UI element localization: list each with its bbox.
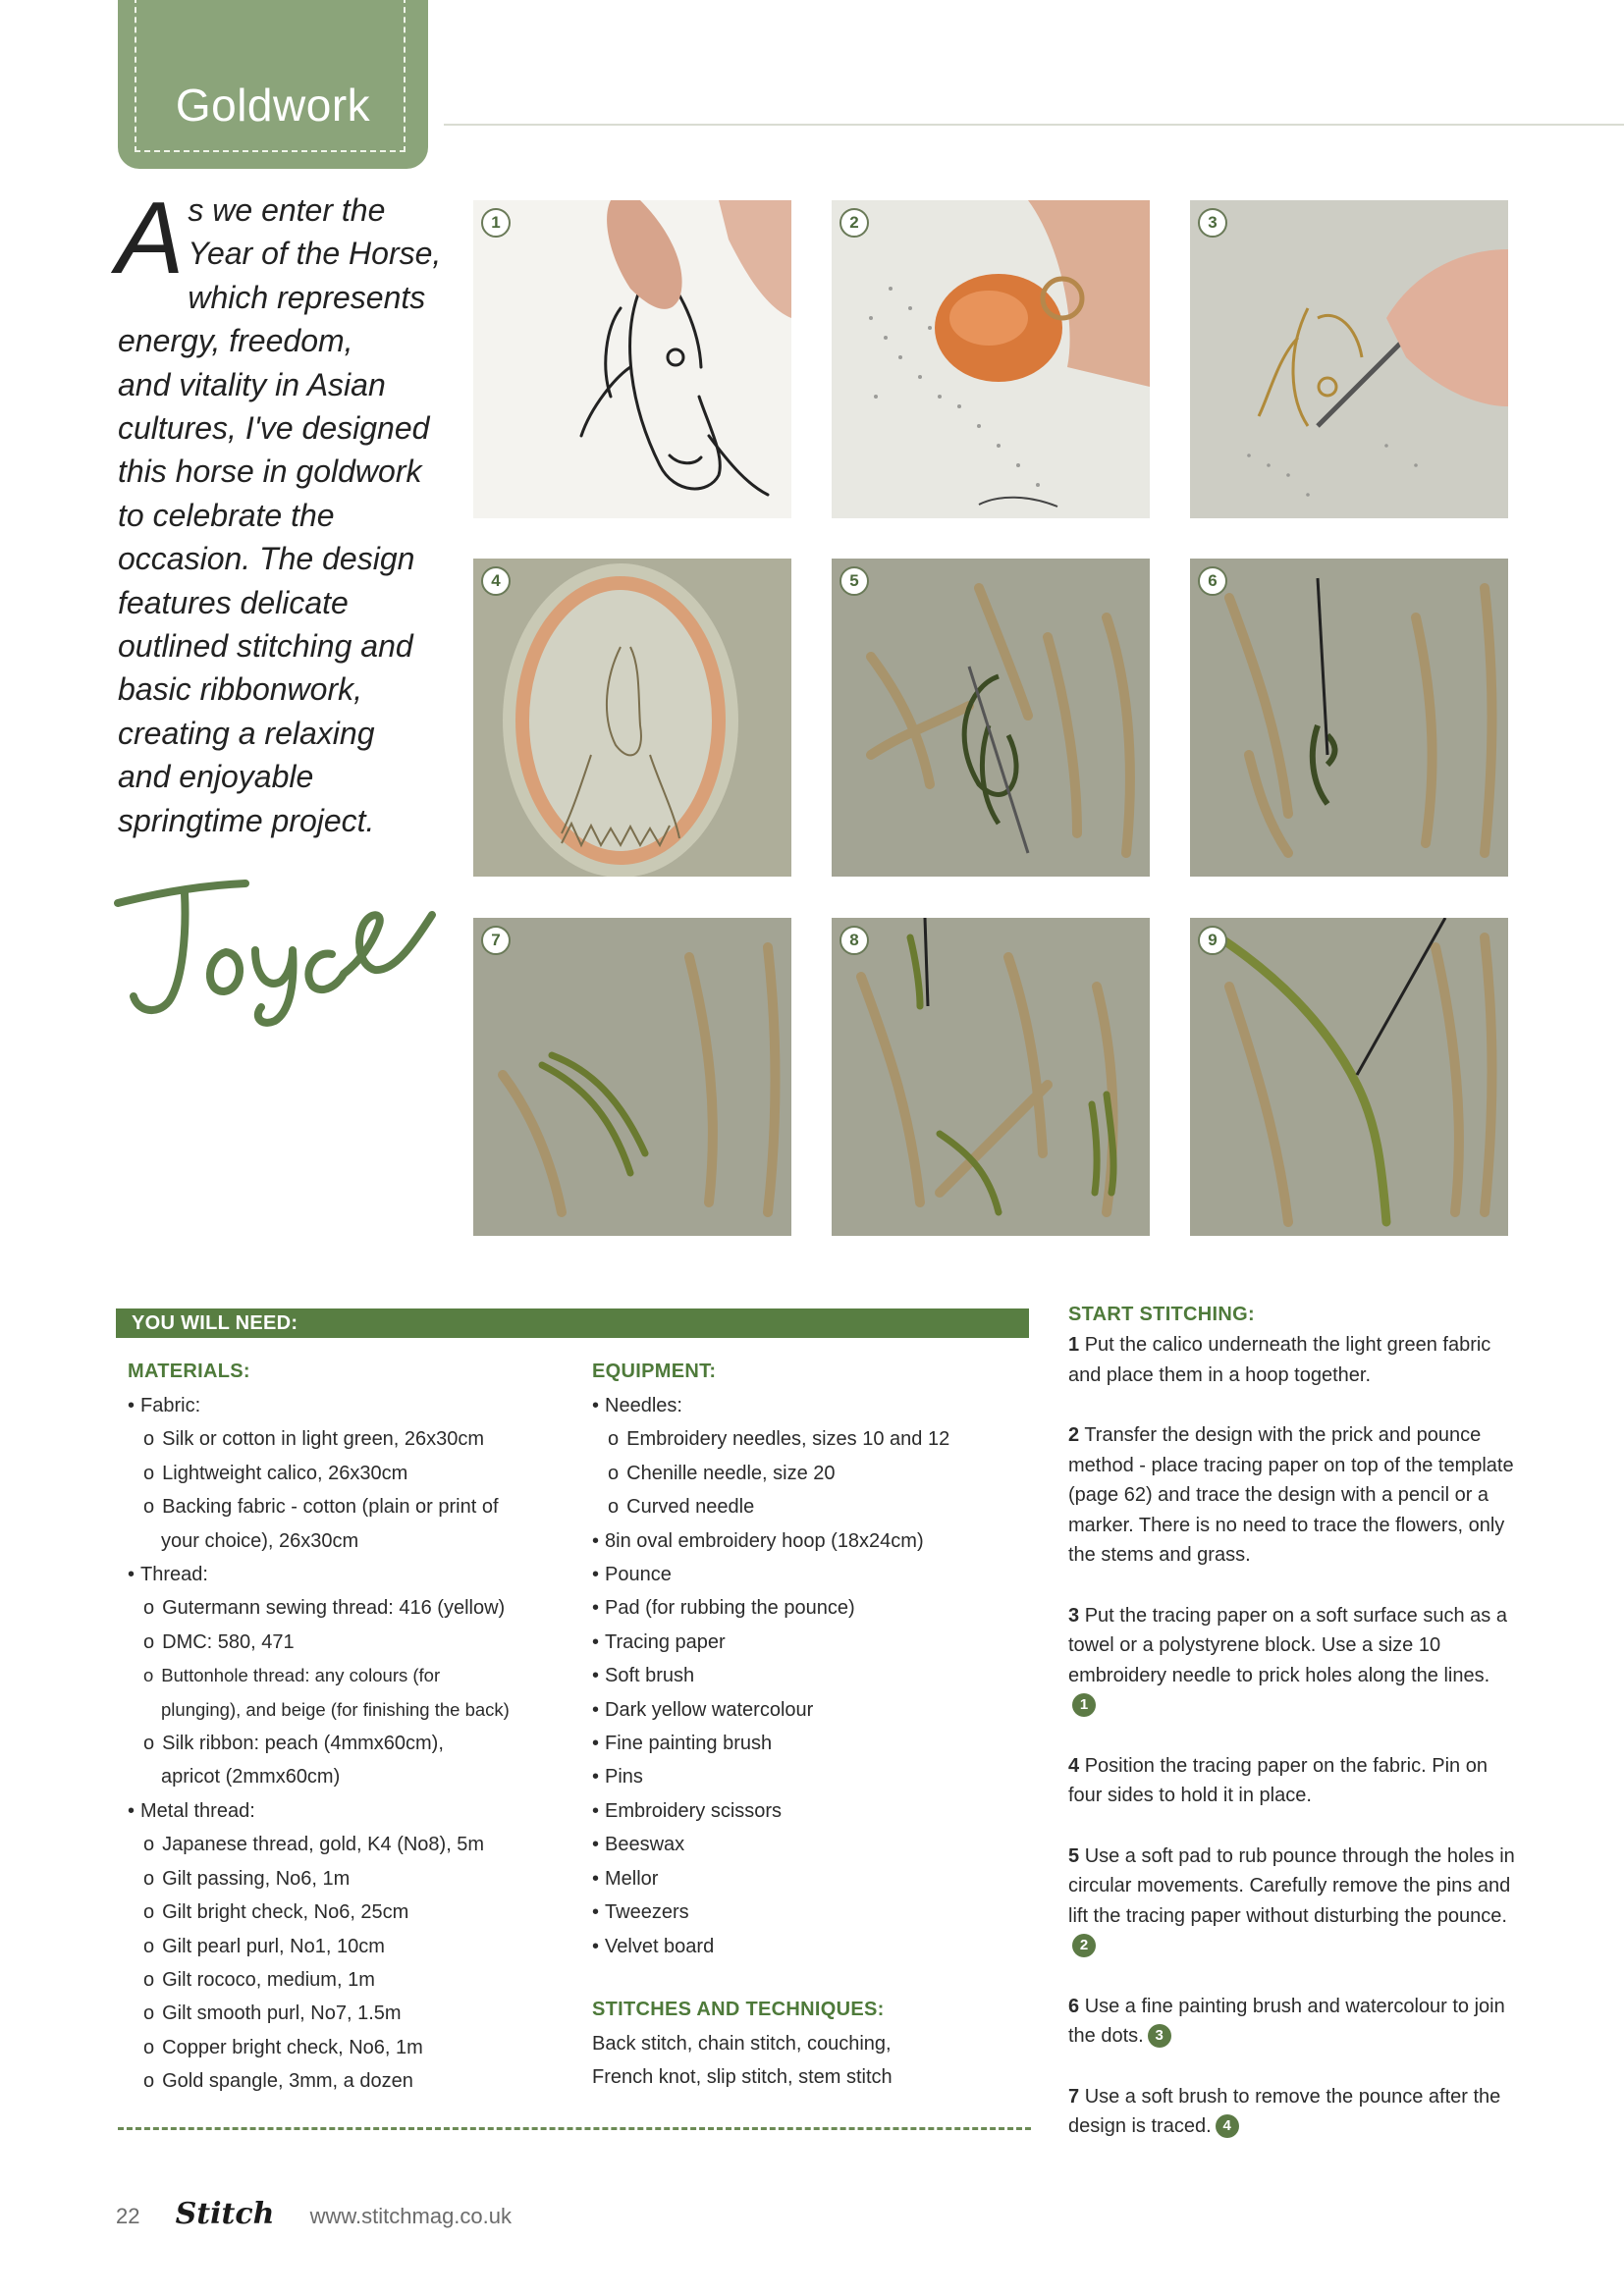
list-item: o Copper bright check, No6, 1m — [128, 2031, 569, 2064]
photo-number: 6 — [1198, 566, 1227, 596]
list-item: • Tracing paper — [592, 1626, 1024, 1659]
list-item: • Fabric: — [128, 1389, 569, 1422]
materials-heading: MATERIALS: — [128, 1361, 250, 1382]
list-item: o Embroidery needles, sizes 10 and 12 — [592, 1422, 1024, 1456]
photo-number: 3 — [1198, 208, 1227, 238]
list-item: apricot (2mmx60cm) — [161, 1766, 341, 1789]
step-photo-1 — [473, 200, 791, 518]
list-item: o Buttonhole thread: any colours (for — [128, 1659, 569, 1692]
step-number: 1 — [1068, 1334, 1080, 1356]
list-item: plunging), and beige (for finishing the back) — [161, 1698, 510, 1720]
intro-line: to celebrate the — [118, 497, 335, 533]
intro-line: s we enter the — [188, 192, 386, 228]
list-item: • Soft brush — [592, 1659, 1024, 1692]
step-photo-7 — [473, 918, 791, 1236]
list-item: • Tweezers — [592, 1896, 1024, 1929]
list-item: o Gold spangle, 3mm, a dozen — [128, 2064, 569, 2098]
step-photo-4 — [473, 559, 791, 877]
signature-image — [108, 864, 452, 1031]
photo-number: 2 — [839, 208, 869, 238]
intro-line: creating a relaxing — [118, 715, 375, 751]
equipment-heading: EQUIPMENT: — [592, 1361, 717, 1382]
intro-line: and vitality in Asian — [118, 366, 386, 402]
step-photo-6 — [1190, 559, 1508, 877]
list-item: • Metal thread: — [128, 1794, 569, 1828]
list-item: • Pounce — [592, 1558, 1024, 1591]
list-item: o DMC: 580, 471 — [128, 1626, 569, 1659]
header-rule — [444, 124, 1624, 126]
stitches-section — [592, 1999, 1024, 2094]
list-item: o Japanese thread, gold, K4 (No8), 5m — [128, 1828, 569, 1861]
step-1 — [1068, 1330, 1515, 1390]
intro-line: Year of the Horse, — [188, 236, 442, 272]
list-item: o Gilt smooth purl, No7, 1.5m — [128, 1997, 569, 2030]
step-text: Put the calico underneath the light green fabric and place them in a hoop together. — [1068, 1334, 1491, 1386]
list-item: o Gilt passing, No6, 1m — [128, 1862, 569, 1896]
photo-number: 4 — [481, 566, 511, 596]
stitches-line-1: Back stitch, chain stitch, couching, — [592, 2033, 892, 2055]
list-item: • Needles: — [592, 1389, 1024, 1422]
photo-number: 9 — [1198, 926, 1227, 955]
materials-section — [128, 1361, 569, 2099]
equipment-list — [592, 1389, 1024, 1963]
intro-paragraph — [116, 182, 442, 842]
list-item: o Gutermann sewing thread: 416 (yellow) — [128, 1591, 569, 1625]
section-tab — [118, 0, 428, 169]
page-number: 22 — [116, 2204, 140, 2228]
list-item: o Gilt pearl purl, No1, 10cm — [128, 1930, 569, 1963]
step-text: Put the tracing paper on a soft surface such as a towel or a polystyrene block. Use a size 10 embroidery needle to prick holes along the lines. — [1068, 1604, 1507, 1686]
list-item: o Backing fabric - cotton (plain or print of — [128, 1490, 569, 1523]
start-stitching-section — [1068, 1304, 1515, 2172]
you-will-need-header — [116, 1308, 1029, 1338]
photo-ref-badge: 4 — [1216, 2114, 1239, 2138]
you-will-need-title: YOU WILL NEED: — [132, 1312, 298, 1334]
intro-line: basic ribbonwork, — [118, 671, 362, 708]
step-number: 5 — [1068, 1844, 1080, 1867]
list-item: • Beeswax — [592, 1828, 1024, 1861]
step-text: Use a soft brush to remove the pounce after the design is traced. — [1068, 2085, 1501, 2137]
photo-ref-badge: 1 — [1072, 1693, 1096, 1717]
step-number: 6 — [1068, 1995, 1080, 2017]
photo-number: 1 — [481, 208, 511, 238]
stitches-text — [592, 2027, 1024, 2094]
step-5 — [1068, 1842, 1515, 1961]
steps-list — [1068, 1330, 1515, 2142]
step-text: Position the tracing paper on the fabric. Pin on four sides to hold it in place. — [1068, 1754, 1488, 1806]
intro-line: cultures, I've designed — [118, 410, 430, 447]
intro-line: which represents — [188, 279, 426, 315]
list-item: o Silk ribbon: peach (4mmx60cm), — [128, 1727, 569, 1760]
step-6 — [1068, 1992, 1515, 2052]
photo-ref-badge: 2 — [1072, 1934, 1096, 1957]
photo-number: 8 — [839, 926, 869, 955]
step-text: Use a soft pad to rub pounce through the holes in circular movements. Carefully remove the pins and lift the tracing paper without disturbing the pounce. — [1068, 1844, 1515, 1927]
equipment-section — [592, 1361, 1024, 1963]
step-7 — [1068, 2082, 1515, 2142]
list-item: • Thread: — [128, 1558, 569, 1591]
step-photo-8 — [832, 918, 1150, 1236]
step-number: 3 — [1068, 1604, 1080, 1627]
intro-line: outlined stitching and — [118, 628, 413, 665]
list-item: • Mellor — [592, 1862, 1024, 1896]
step-text: Use a fine painting brush and watercolour to join the dots. — [1068, 1995, 1505, 2047]
list-item: • Dark yellow watercolour — [592, 1693, 1024, 1727]
list-item: • Embroidery scissors — [592, 1794, 1024, 1828]
intro-line: springtime project. — [118, 802, 375, 838]
list-item: o Silk or cotton in light green, 26x30cm — [128, 1422, 569, 1456]
list-item: o Gilt bright check, No6, 25cm — [128, 1896, 569, 1929]
step-3 — [1068, 1601, 1515, 1721]
list-item: • Pins — [592, 1760, 1024, 1793]
step-photo-3 — [1190, 200, 1508, 518]
start-stitching-heading: START STITCHING: — [1068, 1304, 1255, 1325]
step-text: Transfer the design with the prick and pounce method - place tracing paper on top of the template (page 62) and trace the design with a pencil or a marker. There is no need to trace the flowers, only the stems and grass. — [1068, 1424, 1514, 1566]
step-number: 2 — [1068, 1424, 1080, 1446]
list-item: o Lightweight calico, 26x30cm — [128, 1457, 569, 1490]
stitches-heading: STITCHES AND TECHNIQUES: — [592, 1999, 885, 2020]
intro-line: occasion. The design — [118, 541, 415, 577]
drop-cap: A — [116, 182, 185, 295]
stitches-line-2: French knot, slip stitch, stem stitch — [592, 2066, 893, 2088]
step-photo-5 — [832, 559, 1150, 877]
list-item: • Fine painting brush — [592, 1727, 1024, 1760]
step-number: 4 — [1068, 1754, 1080, 1777]
list-item: o Gilt rococo, medium, 1m — [128, 1963, 569, 1997]
list-item: o Chenille needle, size 20 — [592, 1457, 1024, 1490]
website-url: www.stitchmag.co.uk — [309, 2204, 512, 2228]
section-title: Goldwork — [175, 80, 371, 131]
photo-number: 5 — [839, 566, 869, 596]
magazine-logo: Stitch — [175, 2197, 275, 2231]
list-item: your choice), 26x30cm — [161, 1529, 359, 1552]
list-item: • 8in oval embroidery hoop (18x24cm) — [592, 1524, 1024, 1558]
intro-line: and enjoyable — [118, 759, 314, 795]
intro-line: features delicate — [118, 584, 349, 620]
step-number: 7 — [1068, 2085, 1080, 2108]
step-2 — [1068, 1420, 1515, 1571]
intro-line: this horse in goldwork — [118, 454, 422, 490]
step-photo-9 — [1190, 918, 1508, 1236]
list-item: o Curved needle — [592, 1490, 1024, 1523]
materials-list — [128, 1389, 569, 2099]
list-item: • Pad (for rubbing the pounce) — [592, 1591, 1024, 1625]
dashed-divider — [118, 2127, 1031, 2130]
intro-line: energy, freedom, — [118, 323, 353, 359]
page-footer — [116, 2197, 512, 2232]
list-item: • Velvet board — [592, 1930, 1024, 1963]
step-4 — [1068, 1751, 1515, 1811]
photo-ref-badge: 3 — [1148, 2024, 1171, 2048]
photo-number: 7 — [481, 926, 511, 955]
step-photo-2 — [832, 200, 1150, 518]
